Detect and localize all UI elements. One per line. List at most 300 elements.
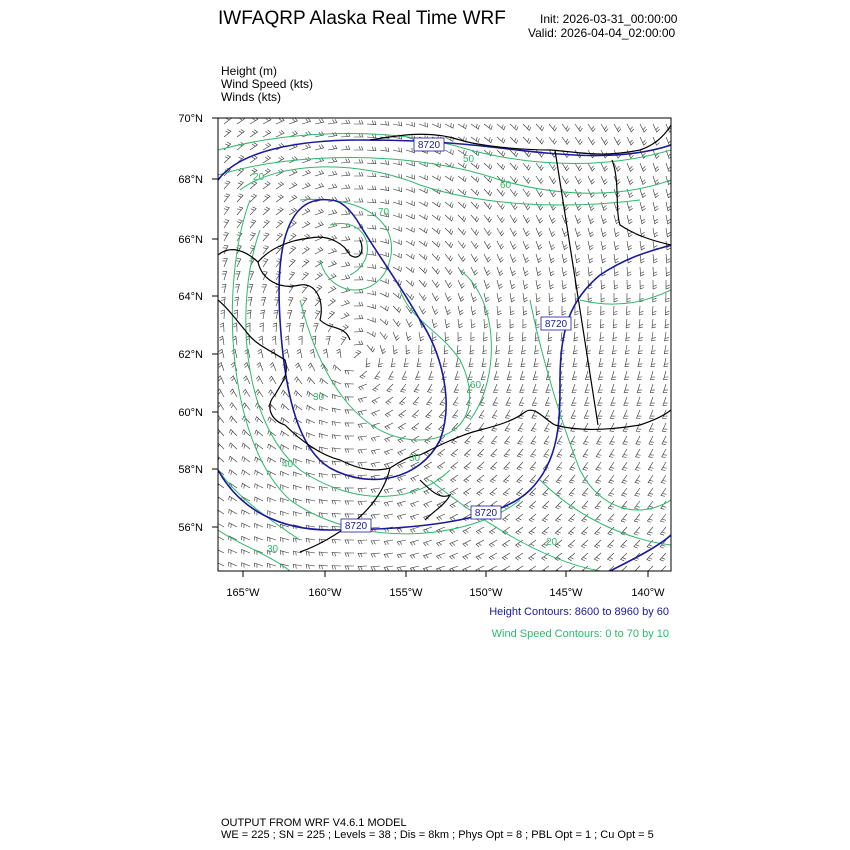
wind-barb (250, 233, 255, 241)
coastline-aleutian (300, 468, 390, 552)
wind-barb (445, 267, 452, 274)
wind-barb (529, 553, 536, 560)
wind-barb (458, 280, 465, 288)
wind-barb (601, 163, 608, 171)
wind-barb (302, 285, 308, 293)
wind-barb (614, 241, 619, 250)
wind-barb (634, 540, 640, 548)
wind-barb (427, 397, 432, 405)
model-output-line: OUTPUT FROM WRF V4.6.1 MODEL (221, 817, 407, 829)
wind-barb (520, 384, 525, 392)
wind-barb (255, 470, 263, 475)
wind-barb (666, 215, 671, 224)
wind-barb (453, 410, 458, 418)
wind-barb (354, 146, 363, 150)
wind-barb (255, 497, 263, 502)
wind-barb (419, 241, 427, 246)
wind-barb (536, 137, 544, 144)
wind-barb (458, 176, 466, 182)
wind-barb (380, 345, 386, 354)
wind-barb (484, 280, 490, 289)
wind-barb (263, 194, 270, 202)
wind-barb (423, 553, 432, 559)
wind-barb (614, 293, 618, 302)
svg-text:8720: 8720 (544, 319, 568, 330)
wind-barb (634, 566, 640, 574)
wind-barb (341, 236, 350, 241)
wind-barb (653, 163, 659, 171)
wind-barb (575, 215, 581, 223)
wind-barb (640, 280, 644, 289)
wind-barb (549, 215, 555, 223)
wind-barb (386, 397, 393, 405)
wind-barb (601, 306, 605, 315)
wind-barb (627, 267, 631, 276)
wind-barb (640, 176, 646, 185)
wind-barb (505, 436, 510, 444)
wind-barb (385, 436, 393, 442)
wind-barb (476, 553, 484, 560)
wind-barb (332, 448, 341, 452)
wind-barb (307, 419, 315, 424)
wind-barb (315, 170, 324, 176)
wind-barb (367, 251, 376, 255)
wind-barb (393, 319, 400, 326)
wind-barb (401, 384, 406, 392)
wind-barb (302, 247, 309, 254)
wind-barb (666, 293, 670, 302)
wind-barb (627, 241, 632, 250)
wind-barb (536, 124, 544, 131)
wind-barb (272, 336, 276, 345)
wind-barb (345, 488, 354, 492)
wind-barb (306, 552, 315, 556)
wind-barb (635, 488, 640, 496)
wind-barb (328, 299, 335, 306)
wind-barb (458, 293, 464, 301)
wind-barb (663, 397, 668, 405)
wind-barb (637, 371, 642, 380)
wind-barb (419, 332, 424, 341)
wind-barb (543, 475, 549, 483)
wind-barb (582, 488, 588, 496)
wind-barb (493, 397, 498, 405)
lon-label: 155°W (389, 587, 423, 599)
wind-barb (219, 336, 224, 345)
wind-barb (280, 511, 289, 516)
wind-barb (424, 488, 432, 495)
wind-barb (354, 276, 363, 280)
wind-barb (400, 397, 406, 405)
speed-contour (218, 158, 671, 194)
wind-barb (358, 566, 367, 570)
wind-barb (471, 228, 479, 235)
wind-barb (320, 378, 328, 384)
wind-barb (345, 384, 354, 388)
wind-barb (371, 436, 380, 442)
winds-field-label: Winds (kts) (221, 90, 281, 104)
wind-barb (588, 202, 594, 210)
wind-barb (430, 358, 435, 367)
wind-barb (533, 371, 538, 380)
wind-barb (609, 475, 614, 483)
wind-barb (640, 267, 644, 276)
wind-barb (627, 215, 632, 224)
wind-barb (622, 488, 627, 496)
wind-barb (230, 403, 237, 410)
wind-barb (367, 317, 375, 322)
wind-barb (237, 207, 243, 215)
wind-barb (585, 397, 590, 405)
wind-barb (588, 254, 593, 263)
wind-speed-field-label: Wind Speed (kts) (221, 77, 314, 91)
wind-barb (216, 443, 224, 449)
wind-barb (648, 462, 653, 470)
wind-barb (502, 566, 510, 573)
wind-barb (510, 137, 518, 143)
wind-barb (458, 189, 466, 195)
wind-barb (601, 280, 605, 289)
wind-barb (397, 540, 406, 545)
wind-barb (587, 319, 591, 328)
wind-barb (653, 124, 660, 132)
wind-barb (601, 241, 606, 250)
wind-barb (445, 241, 453, 248)
wind-barb (598, 371, 603, 380)
height-contour (279, 200, 446, 480)
wind-barb (536, 241, 542, 249)
wind-barb (419, 201, 427, 206)
wind-barb (328, 171, 337, 176)
wind-barb (601, 228, 606, 237)
wind-barb (242, 549, 250, 554)
wind-barb (507, 384, 512, 392)
wind-barb (497, 267, 503, 275)
speed-label: 40 (282, 459, 294, 470)
wind-barb (273, 323, 277, 332)
wind-barb (380, 306, 388, 311)
wind-barb (367, 160, 376, 164)
wind-barb (263, 207, 270, 215)
wind-barb (302, 131, 311, 137)
wind-barb (476, 527, 484, 534)
wind-barb (517, 462, 523, 470)
wind-barb (345, 423, 354, 427)
wind-barb (575, 254, 580, 263)
lon-label: 160°W (308, 587, 342, 599)
wind-barb (328, 158, 337, 163)
wind-barb (601, 254, 606, 263)
wind-barb (242, 510, 250, 515)
wind-barb (220, 323, 224, 332)
wind-barb (546, 384, 551, 392)
wind-barb (235, 284, 240, 293)
wind-barb (510, 254, 516, 262)
wind-barb (484, 215, 492, 222)
wind-barb (627, 202, 633, 211)
wind-barb (666, 267, 670, 276)
lat-label: 58°N (178, 464, 203, 476)
wind-barb (393, 253, 401, 258)
wind-barb (568, 527, 575, 535)
wind-barb (478, 436, 484, 444)
wind-barb (547, 358, 552, 367)
wind-barb (371, 553, 380, 557)
wind-barb (354, 328, 363, 332)
wind-barb (293, 512, 302, 517)
wind-barb (549, 163, 556, 171)
wind-barb (315, 145, 324, 150)
wind-barb (504, 462, 510, 470)
wind-barb (229, 456, 237, 462)
wind-barb (242, 523, 250, 528)
wind-barb (607, 553, 614, 561)
wind-barb (522, 332, 526, 341)
wind-barb (624, 384, 629, 393)
wind-barb (385, 410, 393, 417)
wind-barb (451, 462, 458, 469)
wind-barb (610, 410, 615, 418)
wind-barb (293, 564, 302, 568)
wind-barb (664, 345, 668, 354)
wind-barb (653, 176, 659, 185)
wind-barb (310, 349, 315, 358)
wind-barb (522, 345, 526, 354)
wind-barb (477, 462, 484, 470)
wind-barb (375, 371, 380, 379)
wind-barb (584, 410, 589, 418)
wind-barb (384, 501, 393, 506)
wind-barb (572, 371, 577, 380)
height-label-east (541, 317, 571, 330)
wind-barb (581, 540, 588, 548)
wind-barb (289, 195, 297, 202)
wind-barb (308, 363, 315, 371)
wind-barb (484, 202, 492, 209)
wind-barb (281, 445, 289, 450)
wind-barb (366, 358, 370, 367)
wind-barb (332, 461, 341, 465)
wind-barb (216, 483, 224, 488)
wind-barb (419, 293, 426, 300)
wind-barb (439, 410, 445, 418)
wind-barb (610, 423, 615, 431)
wind-barb (510, 163, 518, 170)
wind-barb (384, 566, 393, 571)
wind-barb (489, 566, 497, 573)
wind-barb (419, 122, 427, 127)
wind-barb (294, 459, 302, 464)
wind-barb (639, 332, 643, 341)
wind-barb (497, 228, 504, 236)
wind-barb (432, 123, 440, 128)
wind-barb (464, 462, 471, 470)
wind-barb (613, 319, 617, 328)
wind-barb (371, 540, 380, 545)
wind-barb (588, 137, 595, 145)
wind-barb (518, 436, 523, 444)
wind-barb (595, 527, 601, 535)
wind-barb (345, 436, 354, 440)
wind-barb (531, 436, 536, 444)
wind-barb (432, 254, 440, 261)
wind-barb (530, 462, 536, 470)
wind-barb (354, 315, 363, 319)
wind-barb (358, 488, 367, 492)
wind-barb (639, 319, 643, 328)
wind-barb (360, 371, 367, 379)
wind-barb (242, 443, 250, 449)
wind-barb (289, 246, 296, 254)
wind-barb (549, 280, 554, 289)
wind-barb (424, 501, 432, 507)
coastline-bristol (285, 425, 420, 470)
wind-barb (665, 332, 669, 341)
wind-barb (450, 553, 458, 559)
wind-barb (601, 293, 605, 302)
wind-barb (510, 319, 514, 328)
wind-barb (635, 475, 640, 483)
wind-barb (458, 241, 466, 248)
wind-barb (417, 358, 421, 367)
wind-barb (582, 527, 588, 535)
wind-barb (393, 345, 398, 354)
wind-barb (332, 408, 341, 412)
wind-barb (471, 293, 477, 302)
wind-barb (649, 423, 654, 431)
wind-barb (555, 514, 562, 522)
wind-barb (640, 163, 646, 171)
wind-barb (432, 319, 437, 328)
wind-barb (569, 475, 575, 483)
wind-barb (255, 430, 263, 436)
wind-barb (437, 540, 445, 546)
wind-barb (666, 280, 670, 289)
wind-barb (393, 200, 402, 205)
wind-barb (623, 436, 628, 444)
wind-barb (419, 280, 427, 287)
wind-barb (497, 241, 504, 249)
wind-barb (510, 280, 515, 289)
wind-barb (497, 124, 505, 130)
wind-barb (445, 176, 453, 181)
wind-barb (508, 358, 513, 367)
wind-barb (521, 358, 526, 367)
wind-barb (523, 254, 529, 263)
wind-barb (424, 462, 432, 469)
wind-barb (634, 514, 640, 522)
wind-barb (594, 553, 601, 561)
wind-barb (532, 397, 537, 405)
wind-barb (497, 202, 504, 209)
wind-barb (255, 523, 263, 528)
wind-barb (562, 241, 568, 250)
wind-barb (268, 484, 276, 489)
wind-barb (523, 293, 528, 302)
wind-barb (484, 293, 489, 302)
wind-barb (585, 384, 590, 392)
wind-barb (367, 264, 376, 268)
wind-barb (588, 228, 594, 237)
wind-barb (332, 394, 341, 399)
wind-barb (319, 434, 328, 439)
wind-barb (229, 443, 237, 449)
speed-contour (218, 470, 300, 540)
wind-barb (510, 176, 518, 183)
wind-barb (306, 538, 315, 542)
wind-barb (471, 124, 479, 129)
wind-barb (250, 220, 256, 228)
wind-barb (235, 272, 240, 280)
wind-barb (426, 410, 432, 418)
wind-barb (255, 563, 263, 568)
wind-barb (280, 537, 289, 542)
speed-label: 60 (500, 180, 512, 191)
wind-barb (523, 319, 527, 328)
wind-barb (281, 485, 289, 490)
wind-barb (476, 566, 484, 573)
latitude-axis (178, 113, 218, 534)
wind-barb (515, 566, 523, 573)
wind-barb (582, 501, 588, 509)
wind-barb (665, 306, 669, 315)
wind-barb (536, 267, 541, 276)
wind-barb (389, 371, 394, 379)
wind-barb (313, 324, 318, 332)
lat-label: 68°N (178, 174, 203, 186)
wind-barb (332, 421, 341, 425)
wind-barb (484, 189, 492, 196)
wind-barb (503, 475, 510, 483)
wind-barb (345, 501, 354, 505)
wind-barb (556, 501, 562, 509)
wind-barb (406, 345, 410, 354)
height-contour (610, 535, 671, 571)
wind-barb (549, 267, 554, 276)
wind-barb (570, 462, 575, 470)
wind-barb (393, 213, 401, 218)
wind-barb (432, 202, 440, 207)
wind-barb (393, 148, 402, 153)
wind-barb (653, 189, 659, 198)
wind-barb (274, 310, 279, 319)
wind-barb (624, 397, 629, 405)
wind-barb (491, 436, 497, 444)
wind-barb (575, 202, 581, 210)
wind-barb (380, 252, 389, 257)
wind-barb (571, 423, 576, 431)
wind-barb (471, 319, 475, 328)
wind-barb (406, 227, 414, 232)
wind-barb (393, 266, 401, 271)
wind-barb (289, 169, 297, 176)
wind-barb (608, 488, 614, 496)
wind-barb (358, 397, 367, 402)
wind-barb (371, 514, 380, 519)
wind-barb (437, 527, 445, 533)
height-contour-labels (341, 138, 571, 532)
svg-text:8720: 8720 (417, 140, 441, 151)
wind-barb (367, 186, 376, 190)
wind-barb (354, 172, 363, 176)
wind-barb (483, 345, 487, 354)
wind-barb (477, 488, 484, 495)
wind-barb (596, 462, 601, 470)
lat-label: 56°N (178, 522, 203, 534)
wind-barb (255, 417, 263, 423)
wind-barb (516, 514, 523, 522)
wind-barb (224, 220, 229, 228)
